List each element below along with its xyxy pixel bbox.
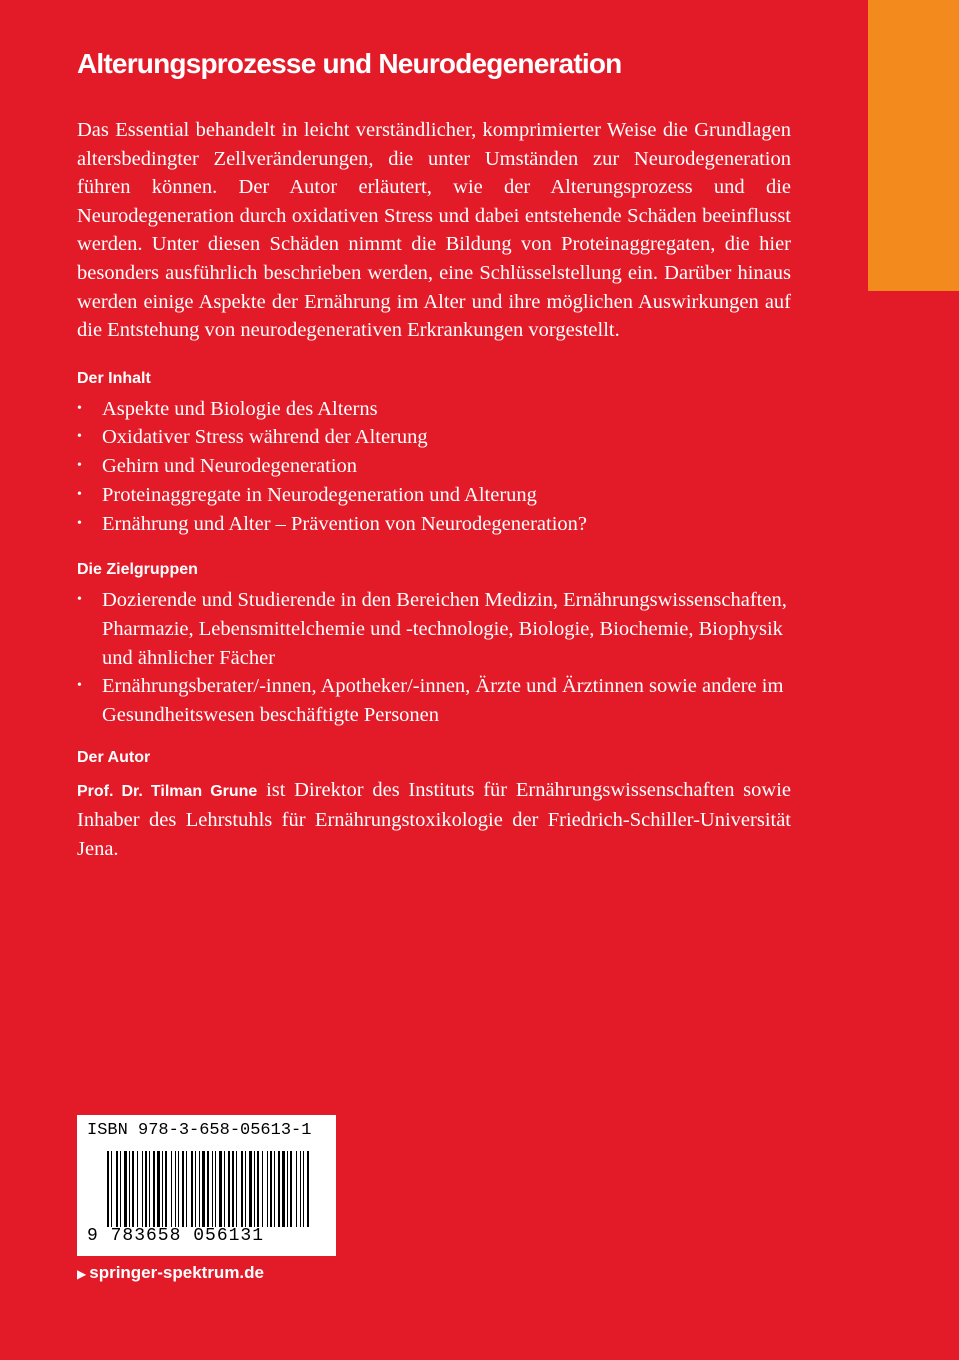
barcode-bar xyxy=(195,1151,196,1227)
barcode-bar xyxy=(111,1151,112,1227)
bullet-icon: • xyxy=(77,515,82,531)
autor-heading: Der Autor xyxy=(77,748,151,766)
barcode-bar xyxy=(120,1151,121,1227)
barcode-bar xyxy=(142,1151,143,1227)
inhalt-list xyxy=(77,395,791,539)
list-item: • Dozierende und Studierende in den Bereichen Medizin, Ernährungswissenschaften, Pharmazie, Lebensmittelchemie und -technologie, Biologie, Biochemie, Biophysik und ähnlicher Fächer xyxy=(77,586,791,672)
barcode-bar xyxy=(257,1151,259,1227)
barcode-bar xyxy=(270,1151,272,1227)
barcode-bar xyxy=(145,1151,147,1227)
barcode-bar xyxy=(165,1151,167,1227)
barcode-bar xyxy=(224,1151,225,1227)
ean-digits: 9 783658 056131 xyxy=(87,1226,265,1246)
barcode-bar xyxy=(241,1151,243,1227)
list-item: • Ernährungsberater/-innen, Apotheker/-innen, Ärzte und Ärztinnen sowie andere im Gesundheitswesen beschäftigte Personen xyxy=(77,672,791,729)
barcode-bar xyxy=(157,1151,160,1227)
orange-corner-tab xyxy=(868,0,959,291)
bullet-icon: • xyxy=(77,400,82,416)
barcode-bar xyxy=(199,1151,200,1227)
barcode-bar xyxy=(274,1151,275,1227)
blurb-paragraph: Das Essential behandelt in leicht verständlicher, komprimierter Weise die Grundlagen altersbedingter Zellveränderungen, die unter Umständen zur Neurodegeneration führen können. Der Autor erläutert, wie der Alterungsprozess und die Neurodegeneration durch oxidativen Stress und dabei entstehende Schäden beeinflusst werden. Unter diesen Schäden nimmt die Bildung von Proteinaggregaten, die hier besonders ausführlich beschrieben werden, eine Schlüsselstellung ein. Darüber hinaus werden einige Aspekte der Ernährung im Alter und ihre möglichen Auswirkungen auf die Entstehung von neurodegenerativen Erkrankungen vorgestellt. xyxy=(77,119,791,342)
barcode-bar xyxy=(107,1151,109,1227)
barcode-bar xyxy=(129,1151,130,1227)
barcode-bar xyxy=(149,1151,150,1227)
zielgruppen-list xyxy=(77,586,791,730)
barcode-bar xyxy=(282,1151,285,1227)
barcode-bar xyxy=(171,1151,172,1227)
barcode-bar xyxy=(162,1151,163,1227)
bullet-icon: • xyxy=(77,458,82,474)
barcode-bar xyxy=(191,1151,193,1227)
author-name: Prof. Dr. Tilman Grune xyxy=(77,782,258,800)
barcode-bar xyxy=(137,1151,138,1227)
barcode-bar xyxy=(124,1151,127,1227)
back-cover-content xyxy=(77,44,791,864)
barcode-bar xyxy=(300,1151,301,1227)
list-item: • Aspekte und Biologie des Alterns xyxy=(77,395,791,424)
barcode-bar xyxy=(303,1151,304,1227)
barcode-bar xyxy=(262,1151,263,1227)
barcode-bars xyxy=(107,1151,312,1227)
barcode-bar xyxy=(228,1151,230,1227)
barcode-bar xyxy=(287,1151,288,1227)
isbn-number: ISBN 978-3-658-05613-1 xyxy=(87,1121,312,1140)
bullet-icon: • xyxy=(77,592,82,608)
barcode-bar xyxy=(178,1151,179,1227)
barcode-bar xyxy=(232,1151,234,1227)
inhalt-heading: Der Inhalt xyxy=(77,369,151,387)
barcode-bar xyxy=(267,1151,268,1227)
barcode-bar xyxy=(207,1151,209,1227)
barcode-bar xyxy=(307,1151,309,1227)
list-item: • Proteinaggregate in Neurodegeneration und Alterung xyxy=(77,481,791,510)
barcode-bar xyxy=(290,1151,292,1227)
barcode-bar xyxy=(182,1151,184,1227)
author-bio xyxy=(77,776,791,864)
website-link[interactable] xyxy=(77,1263,264,1283)
barcode-bar xyxy=(212,1151,213,1227)
barcode-bar xyxy=(132,1151,134,1227)
barcode-bar xyxy=(278,1151,280,1227)
bullet-icon: • xyxy=(77,678,82,694)
barcode-bar xyxy=(245,1151,246,1227)
barcode-bar xyxy=(186,1151,187,1227)
barcode-bar xyxy=(215,1151,216,1227)
author-bio-text: ist Direktor des Instituts für Ernährungswissenschaften sowie Inhaber des Lehrstuhls für Ernährungstoxikologie der Friedrich-Schiller-Universität Jena. xyxy=(77,778,792,860)
barcode-bar xyxy=(116,1151,118,1227)
arrow-right-icon: ▶ xyxy=(77,1267,87,1281)
barcode-bar xyxy=(254,1151,255,1227)
barcode-bar xyxy=(153,1151,155,1227)
zielgruppen-heading: Die Zielgruppen xyxy=(77,561,198,579)
barcode-bar xyxy=(249,1151,252,1227)
book-title: Alterungsprozesse und Neurodegeneration xyxy=(77,48,622,79)
barcode-bar xyxy=(236,1151,237,1227)
barcode-bar xyxy=(219,1151,222,1227)
list-item: • Oxidativer Stress während der Alterung xyxy=(77,423,791,452)
barcode-bar xyxy=(202,1151,205,1227)
bullet-icon: • xyxy=(77,429,82,445)
barcode-bar xyxy=(296,1151,297,1227)
barcode-bar xyxy=(175,1151,176,1227)
isbn-barcode xyxy=(77,1115,336,1256)
list-item: • Ernährung und Alter – Prävention von Neurodegeneration? xyxy=(77,510,791,539)
list-item: • Gehirn und Neurodegeneration xyxy=(77,452,791,481)
bullet-icon: • xyxy=(77,486,82,502)
website-url: springer-spektrum.de xyxy=(89,1263,264,1282)
